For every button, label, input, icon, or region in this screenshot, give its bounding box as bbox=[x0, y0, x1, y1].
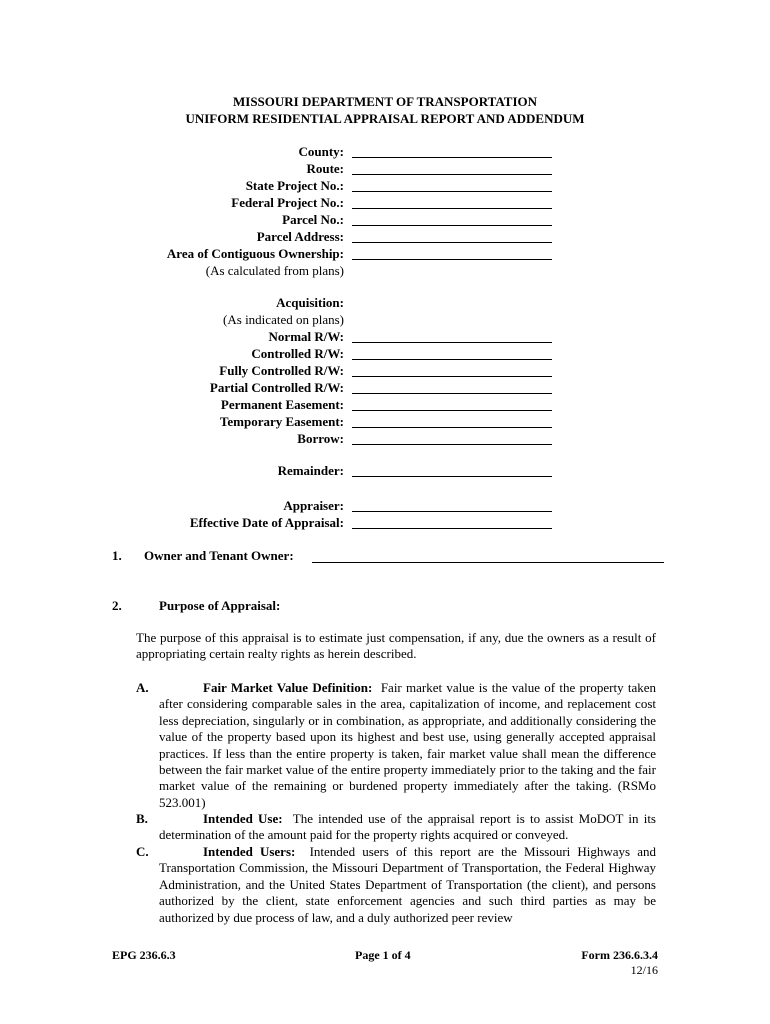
temporary-easement-input-line[interactable] bbox=[352, 427, 552, 428]
field-parcel-no bbox=[0, 211, 770, 228]
permanent-easement-input-line[interactable] bbox=[352, 410, 552, 411]
field-appraiser bbox=[0, 497, 770, 514]
field-contiguous-ownership bbox=[0, 245, 770, 262]
subsection-text: Intended users of this report are the Missouri Highways and Transportation Commission, the Missouri Department of Transportation, the Federal Highway Administration, and the United States Department of Transportation (the client), and persons authorized by the client, state enforcement agencies and such third parties as may be authorized by due process of law, and a duly authorized peer review bbox=[159, 844, 656, 925]
purpose-intro: The purpose of this appraisal is to estimate just compensation, if any, due the owners as a result of appropriating certain realty rights as herein described. bbox=[136, 630, 656, 662]
field-label: Borrow: bbox=[297, 431, 344, 446]
borrow-input-line[interactable] bbox=[352, 444, 552, 445]
field-label: Area of Contiguous Ownership: bbox=[166, 246, 344, 261]
field-label: State Project No.: bbox=[245, 178, 344, 193]
section-2-label: Purpose of Appraisal: bbox=[159, 598, 281, 613]
parcel-address-input-line[interactable] bbox=[352, 242, 552, 243]
subsection-a-letter: A. bbox=[136, 680, 149, 695]
field-county bbox=[0, 143, 770, 160]
section-1-number: 1. bbox=[112, 548, 122, 563]
acquisition-heading-row bbox=[0, 294, 770, 311]
subsection-title: Intended Use: bbox=[203, 811, 283, 826]
field-label: Route: bbox=[306, 161, 344, 176]
field-controlled-rw bbox=[0, 345, 770, 362]
calc-note-row bbox=[0, 262, 770, 279]
subsection-text: The intended use of the appraisal report is to assist MoDOT in its determination of the amount paid for the property rights acquired or conveyed. bbox=[159, 811, 656, 843]
fully-controlled-rw-input-line[interactable] bbox=[352, 376, 552, 377]
field-label: Partial Controlled R/W: bbox=[209, 380, 344, 395]
footer-form-date: 12/16 bbox=[630, 963, 658, 977]
subsection-c bbox=[159, 844, 656, 926]
field-label: Parcel No.: bbox=[282, 212, 344, 227]
field-permanent-easement bbox=[0, 396, 770, 413]
county-input-line[interactable] bbox=[352, 157, 552, 158]
footer-page-number: Page 1 of 4 bbox=[355, 948, 411, 962]
route-input-line[interactable] bbox=[352, 174, 552, 175]
field-label: Remainder: bbox=[277, 463, 344, 478]
field-effective-date bbox=[0, 514, 770, 531]
field-federal-project bbox=[0, 194, 770, 211]
subsection-title: Fair Market Value Definition: bbox=[203, 680, 373, 695]
subsection-b bbox=[159, 811, 656, 844]
field-label: Normal R/W: bbox=[268, 329, 344, 344]
field-remainder bbox=[0, 462, 770, 479]
normal-rw-input-line[interactable] bbox=[352, 342, 552, 343]
field-partial-controlled-rw bbox=[0, 379, 770, 396]
owner-tenant-input-line[interactable] bbox=[312, 562, 664, 563]
acquisition-note-row bbox=[0, 311, 770, 328]
field-label: County: bbox=[298, 144, 344, 159]
footer-epg: EPG 236.6.3 bbox=[112, 948, 176, 962]
effective-date-input-line[interactable] bbox=[352, 528, 552, 529]
section-2-number: 2. bbox=[112, 598, 122, 613]
field-borrow bbox=[0, 430, 770, 447]
federal-project-input-line[interactable] bbox=[352, 208, 552, 209]
field-label: Fully Controlled R/W: bbox=[219, 363, 344, 378]
calc-note: (As calculated from plans) bbox=[205, 263, 344, 278]
appraiser-input-line[interactable] bbox=[352, 511, 552, 512]
field-fully-controlled-rw bbox=[0, 362, 770, 379]
footer-form bbox=[581, 948, 658, 978]
section-1-label: Owner and Tenant Owner: bbox=[144, 548, 294, 563]
acquisition-heading: Acquisition: bbox=[276, 295, 344, 310]
field-state-project bbox=[0, 177, 770, 194]
field-temporary-easement bbox=[0, 413, 770, 430]
controlled-rw-input-line[interactable] bbox=[352, 359, 552, 360]
field-label: Parcel Address: bbox=[256, 229, 344, 244]
field-normal-rw bbox=[0, 328, 770, 345]
subsection-text: Fair market value is the value of the property taken after considering comparable sales in the area, capitalization of income, and replacement cost less depreciation, singularly or in combination, as appropriate, and additionally considering the value of the property based upon its highest and best use, using generally accepted appraisal practices. If less than the entire property is taken, fair market value shall mean the difference between the fair market value of the entire property immediately prior to the taking and the fair market value of the remaining or burdened property immediately after the taking. (RSMo 523.001) bbox=[159, 680, 656, 810]
footer-form-number: Form 236.6.3.4 bbox=[581, 948, 658, 962]
field-route bbox=[0, 160, 770, 177]
header-title: UNIFORM RESIDENTIAL APPRAISAL REPORT AND ADDENDUM bbox=[185, 110, 585, 126]
state-project-input-line[interactable] bbox=[352, 191, 552, 192]
field-label: Effective Date of Appraisal: bbox=[189, 515, 344, 530]
field-parcel-address bbox=[0, 228, 770, 245]
field-label: Permanent Easement: bbox=[220, 397, 344, 412]
field-label: Temporary Easement: bbox=[219, 414, 344, 429]
acquisition-note: (As indicated on plans) bbox=[223, 312, 344, 327]
field-label: Federal Project No.: bbox=[231, 195, 344, 210]
field-label: Appraiser: bbox=[283, 498, 344, 513]
header-agency: MISSOURI DEPARTMENT OF TRANSPORTATION bbox=[232, 94, 538, 109]
document-header bbox=[0, 94, 770, 127]
parcel-no-input-line[interactable] bbox=[352, 225, 552, 226]
subsection-a bbox=[159, 680, 656, 811]
contiguous-ownership-input-line[interactable] bbox=[352, 259, 552, 260]
field-label: Controlled R/W: bbox=[251, 346, 344, 361]
subsection-title: Intended Users: bbox=[203, 844, 296, 859]
remainder-input-line[interactable] bbox=[352, 476, 552, 477]
subsection-c-letter: C. bbox=[136, 844, 149, 859]
partial-controlled-rw-input-line[interactable] bbox=[352, 393, 552, 394]
subsection-b-letter: B. bbox=[136, 811, 148, 826]
